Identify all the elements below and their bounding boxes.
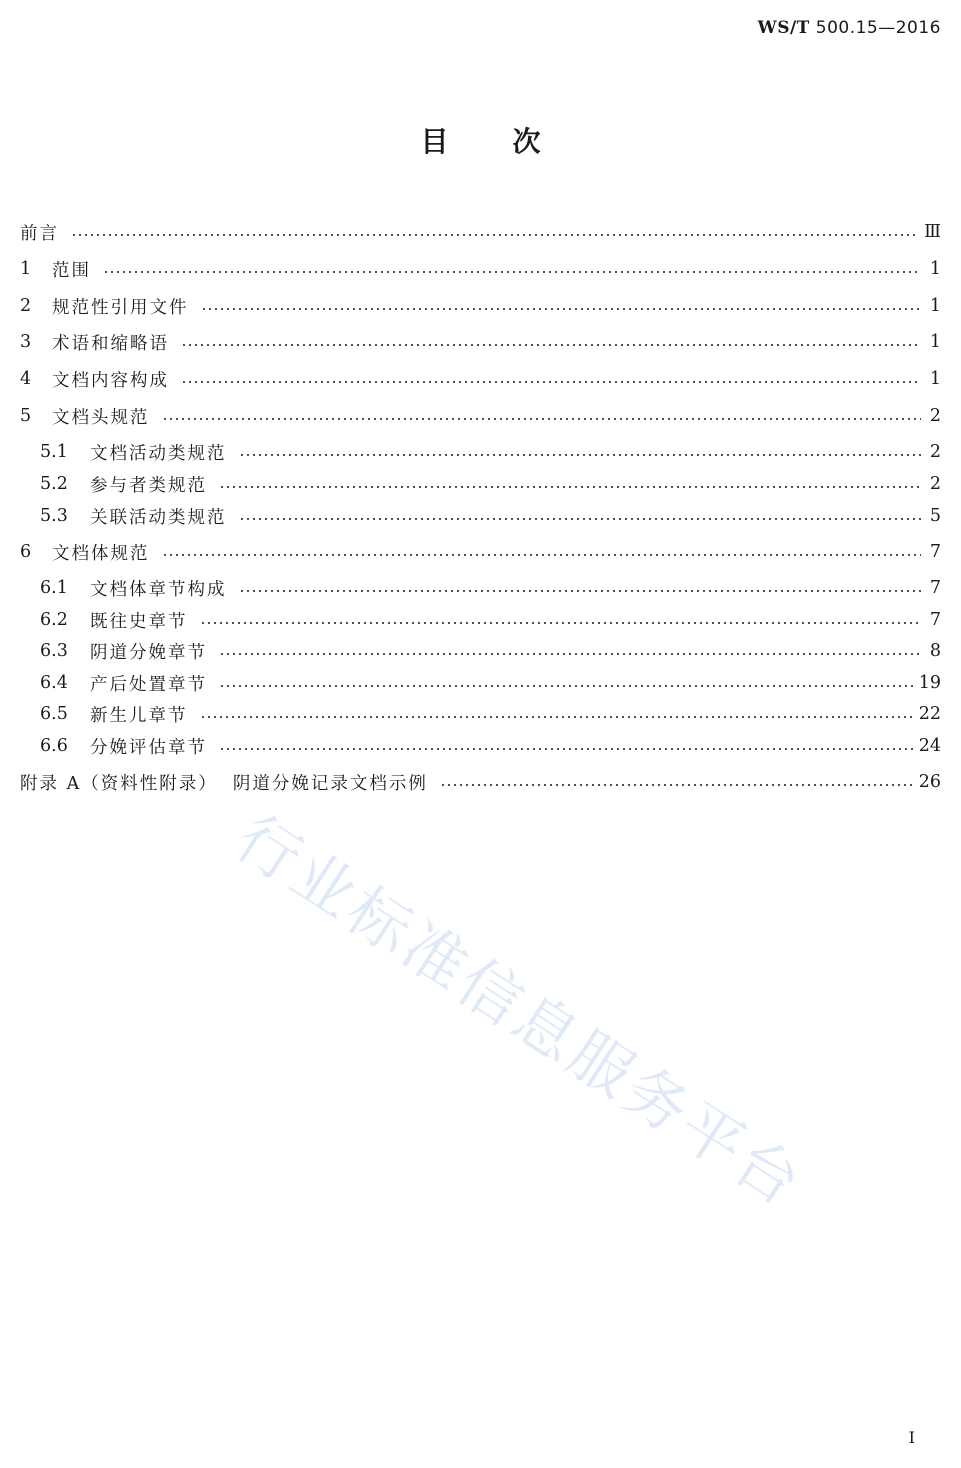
toc-entry-2[interactable]: [20, 292, 941, 320]
toc-number: 5.3: [40, 506, 68, 526]
toc-entry-6-2[interactable]: [40, 606, 941, 634]
toc-number: 5.2: [40, 474, 68, 494]
toc-page: 1: [929, 369, 941, 389]
toc-number: 6.5: [40, 704, 68, 724]
toc-number: 5.1: [40, 442, 68, 462]
toc-page: 7: [929, 542, 941, 562]
dot-leader: [219, 685, 913, 687]
toc-label: 文档体章节构成: [90, 579, 227, 600]
toc-label: 附录 A（资料性附录） 阴道分娩记录文档示例: [20, 773, 428, 794]
dot-leader: [239, 454, 922, 456]
toc-number: 6.3: [40, 641, 68, 661]
toc-entry-6[interactable]: [20, 538, 941, 566]
watermark-text: 行业标准信息服务平台: [223, 800, 817, 1222]
toc-number: 4: [20, 369, 32, 389]
toc-page: Ⅲ: [924, 222, 941, 242]
toc-label: 文档头规范: [52, 407, 150, 428]
dot-leader: [181, 344, 921, 346]
toc-page: 1: [929, 332, 941, 352]
dot-leader: [201, 308, 922, 310]
toc-number: 1: [20, 259, 32, 279]
toc-entry-6-1[interactable]: [40, 574, 941, 602]
toc-label: 既往史章节: [90, 611, 188, 632]
toc-page: 26: [918, 772, 941, 792]
toc-entry-5-3[interactable]: [40, 502, 941, 530]
toc-page: 7: [929, 578, 941, 598]
toc-entry-3[interactable]: [20, 328, 941, 356]
toc-entry-foreword[interactable]: [20, 218, 941, 246]
dot-leader: [200, 716, 913, 718]
toc-number: 5: [20, 406, 32, 426]
toc-number: 3: [20, 332, 32, 352]
toc-entry-1[interactable]: [20, 255, 941, 283]
toc-entry-6-6[interactable]: [40, 732, 941, 760]
toc-page: 1: [929, 296, 941, 316]
dot-leader: [162, 418, 922, 420]
toc-entry-5[interactable]: [20, 402, 941, 430]
dot-leader: [239, 590, 922, 592]
dot-leader: [71, 234, 918, 236]
toc-label: 规范性引用文件: [52, 297, 189, 318]
page-title: [0, 120, 961, 160]
toc-label: 文档体规范: [52, 543, 150, 564]
toc-entry-4[interactable]: [20, 365, 941, 393]
toc-number: 6.4: [40, 673, 68, 693]
toc-label: 产后处置章节: [90, 674, 207, 695]
toc-label: 新生儿章节: [90, 705, 188, 726]
toc-page: 2: [929, 406, 941, 426]
toc-entry-6-5[interactable]: [40, 700, 941, 728]
toc-page: 5: [929, 506, 941, 526]
dot-leader: [162, 554, 922, 556]
toc-label: 关联活动类规范: [90, 507, 227, 528]
toc-label: 分娩评估章节: [90, 737, 207, 758]
title-char-2: 次: [512, 125, 541, 158]
toc-page: 19: [918, 673, 941, 693]
toc-label: 参与者类规范: [90, 475, 207, 496]
toc-label: 文档活动类规范: [90, 443, 227, 464]
title-char-1: 目: [420, 125, 449, 158]
toc-entry-appendix-a[interactable]: [20, 768, 941, 796]
standard-code: [758, 18, 941, 38]
dot-leader: [219, 748, 913, 750]
toc-page: 7: [929, 610, 941, 630]
toc-label: 范围: [52, 260, 91, 281]
toc-page: 1: [929, 259, 941, 279]
toc-number: 2: [20, 296, 32, 316]
toc-page: 22: [918, 704, 941, 724]
dot-leader: [219, 486, 921, 488]
dot-leader: [200, 622, 922, 624]
toc-number: 6.2: [40, 610, 68, 630]
toc-entry-6-3[interactable]: [40, 637, 941, 665]
dot-leader: [219, 653, 921, 655]
dot-leader: [103, 271, 921, 273]
toc-page: 2: [929, 474, 941, 494]
toc-number: 6.6: [40, 736, 68, 756]
page-number: I: [908, 1428, 915, 1447]
toc-page: 2: [929, 442, 941, 462]
toc-page: 24: [918, 736, 941, 756]
standard-number: 500.15—2016: [815, 18, 941, 38]
toc-label: 阴道分娩章节: [90, 642, 207, 663]
toc-label: 术语和缩略语: [52, 333, 169, 354]
toc-number: 6.1: [40, 578, 68, 598]
dot-leader: [181, 381, 921, 383]
toc-number: 6: [20, 542, 32, 562]
toc-entry-5-2[interactable]: [40, 470, 941, 498]
toc-label: 前言: [20, 223, 59, 244]
toc-entry-6-4[interactable]: [40, 669, 941, 697]
toc-entry-5-1[interactable]: [40, 438, 941, 466]
standard-prefix: WS/T: [757, 18, 810, 38]
dot-leader: [440, 784, 913, 786]
dot-leader: [239, 518, 922, 520]
toc-label: 文档内容构成: [52, 370, 169, 391]
toc-page: 8: [929, 641, 941, 661]
